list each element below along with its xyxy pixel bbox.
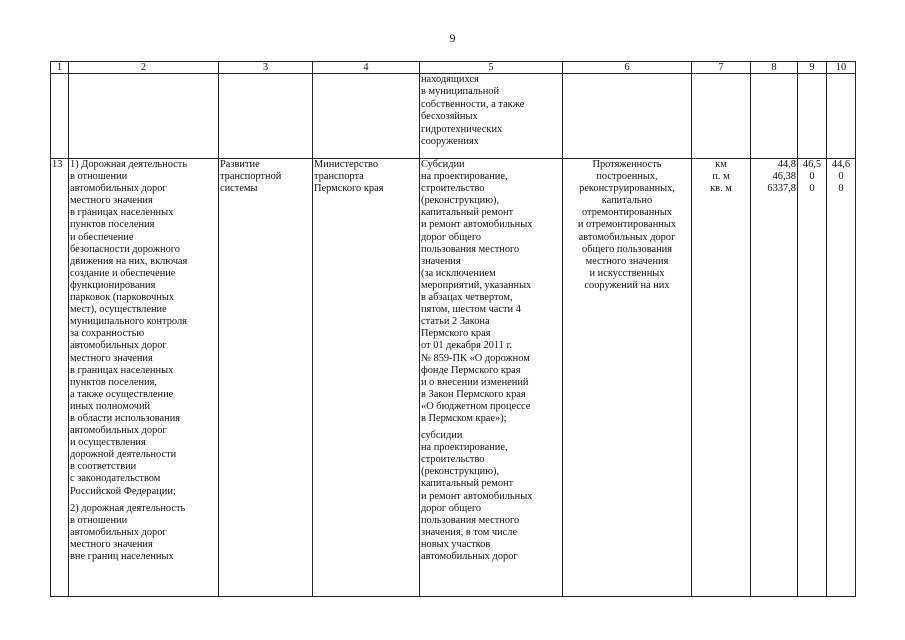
text-line: «О бюджетном процессе bbox=[421, 400, 531, 412]
text-line: создание и обеспечение bbox=[70, 267, 176, 279]
row-number-cell bbox=[51, 159, 69, 597]
text-line: местного значения bbox=[70, 538, 153, 550]
text-line: сооружениях bbox=[421, 136, 479, 148]
header-cell: 6 bbox=[563, 62, 692, 74]
text-line: и обеспечение bbox=[70, 231, 134, 243]
continued-row bbox=[51, 74, 856, 159]
text-line: бесхозяйных bbox=[421, 111, 478, 123]
text-line: 0 bbox=[809, 183, 815, 195]
text-line: отремонтированных bbox=[581, 207, 673, 219]
text-line: и осуществления bbox=[70, 437, 146, 449]
text-line: Пермского края bbox=[421, 328, 491, 340]
page-number: 9 bbox=[449, 31, 456, 45]
header-cell: 9 bbox=[798, 62, 827, 74]
text-line: в границах населенных bbox=[70, 364, 174, 376]
col9-values-cell bbox=[798, 159, 827, 597]
text-line: мест), осуществление bbox=[70, 304, 167, 316]
text-line: Российской Федерации; bbox=[70, 485, 176, 497]
text-line: безопасности дорожного bbox=[70, 243, 180, 255]
text-line: 6337,8 bbox=[767, 183, 796, 195]
text-line: общего пользования bbox=[582, 243, 672, 255]
text-line: пунктов поселения, bbox=[70, 376, 157, 388]
text-line: статьи 2 Закона bbox=[421, 316, 490, 328]
text-line: в муниципальной bbox=[421, 86, 500, 98]
header-cell: 10 bbox=[827, 62, 856, 74]
header-cell: 7 bbox=[692, 62, 751, 74]
text-line: автомобильных дорог bbox=[70, 425, 167, 437]
header-cell: 4 bbox=[313, 62, 420, 74]
col6-indicator-cell bbox=[563, 159, 692, 597]
text-line: в отношении bbox=[70, 171, 128, 183]
text-line: муниципального контроля bbox=[70, 316, 187, 328]
text-line: в области использования bbox=[70, 412, 181, 424]
text-line: Субсидии bbox=[421, 159, 465, 170]
text-line: в отношении bbox=[70, 514, 128, 526]
text-line: в Пермском крае»); bbox=[421, 412, 507, 424]
text-line: дорог общего bbox=[421, 231, 482, 243]
text-line: Развитие bbox=[220, 159, 260, 170]
text-line: транспорта bbox=[314, 171, 364, 183]
text-line: на проектирование, bbox=[421, 442, 508, 454]
text-line: и ремонт автомобильных bbox=[421, 490, 533, 502]
text-line: капитальный ремонт bbox=[421, 478, 514, 490]
text-line: от 01 декабря 2011 г. bbox=[421, 340, 513, 352]
text-line: в Закон Пермского края bbox=[421, 388, 526, 400]
text-line: пунктов поселения bbox=[70, 219, 155, 231]
text-line: собственности, а также bbox=[421, 98, 525, 110]
text-line: пользования местного bbox=[421, 514, 520, 526]
text-line: дорог общего bbox=[421, 502, 482, 514]
text-line: местного значения bbox=[70, 352, 153, 364]
table-cell bbox=[827, 74, 856, 159]
text-line: км bbox=[715, 159, 727, 170]
text-line: 0 bbox=[838, 171, 844, 183]
text-line: 46,5 bbox=[802, 159, 822, 170]
text-line: местного значения bbox=[70, 195, 153, 207]
text-line: и искусственных bbox=[589, 267, 665, 279]
text-line: за сохранностью bbox=[70, 328, 145, 340]
text-line: Министерство bbox=[314, 159, 379, 170]
document-table bbox=[50, 61, 856, 597]
header-cell: 1 bbox=[51, 62, 69, 74]
header-cell: 2 bbox=[69, 62, 219, 74]
text-line: Протяженность bbox=[592, 159, 662, 170]
text-line: 1) Дорожная деятельность bbox=[70, 159, 188, 170]
text-line: на проектирование, bbox=[421, 171, 508, 183]
table-cell bbox=[563, 74, 692, 159]
text-line: 2) дорожная деятельность bbox=[70, 502, 186, 514]
text-line: строительство bbox=[421, 454, 485, 466]
col10-values-cell bbox=[827, 159, 856, 597]
text-line: 44,8 bbox=[777, 159, 796, 170]
table-cell bbox=[69, 74, 219, 159]
text-line: пятом, шестом части 4 bbox=[421, 304, 521, 316]
text-line: дорожной деятельности bbox=[70, 449, 177, 461]
text-line: в абзацах четвертом, bbox=[421, 292, 513, 304]
table-cell bbox=[692, 74, 751, 159]
text-line: (за исключением bbox=[421, 267, 496, 279]
text-line: вне границ населенных bbox=[70, 551, 174, 562]
text-line: реконструированных, bbox=[579, 183, 675, 195]
text-line: и о внесении изменений bbox=[421, 376, 529, 388]
text-line: мероприятий, указанных bbox=[421, 279, 532, 291]
text-line: и ремонт автомобильных bbox=[421, 219, 533, 231]
text-line: иных полномочий bbox=[70, 400, 151, 412]
col5-subsidy-cell bbox=[420, 159, 563, 597]
text-line: (реконструкцию), bbox=[421, 195, 500, 207]
row-number: 13 bbox=[52, 159, 63, 170]
text-line: находящихся bbox=[421, 74, 479, 85]
col8-values-cell bbox=[751, 159, 798, 597]
text-line: в соответствии bbox=[70, 461, 137, 473]
text-line: субсидии bbox=[421, 430, 463, 442]
text-line: новых участков bbox=[421, 538, 491, 550]
text-line: и отремонтированных bbox=[577, 219, 677, 231]
table-cell bbox=[51, 74, 69, 159]
text-line: функционирования bbox=[70, 279, 156, 291]
text-line: кв. м bbox=[710, 183, 732, 195]
table-row-13 bbox=[51, 159, 856, 597]
text-line: пользования местного bbox=[421, 243, 520, 255]
col3-program-cell bbox=[219, 159, 313, 597]
text-line: значения bbox=[421, 255, 461, 267]
text-line: капитально bbox=[601, 195, 653, 207]
text-line: сооружений на них bbox=[584, 279, 670, 291]
text-line: капитальный ремонт bbox=[421, 207, 514, 219]
col7-units-cell bbox=[692, 159, 751, 597]
text-line: движения на них, включая bbox=[70, 255, 188, 267]
text-line: 0 bbox=[809, 171, 815, 183]
text-line: автомобильных дорог bbox=[421, 551, 518, 562]
text-line: (реконструкцию), bbox=[421, 466, 500, 478]
text-line: гидротехнических bbox=[421, 123, 503, 135]
table-cell bbox=[798, 74, 827, 159]
text-line: автомобильных дорог bbox=[578, 231, 676, 243]
text-line: строительство bbox=[421, 183, 485, 195]
text-line: местного значения bbox=[585, 255, 669, 267]
continued-col5-cell bbox=[420, 74, 563, 159]
table-cell bbox=[751, 74, 798, 159]
text-line: значения, в том числе bbox=[421, 526, 518, 538]
text-line: парковок (парковочных bbox=[70, 292, 175, 304]
text-line: транспортной bbox=[220, 171, 282, 183]
header-cell: 3 bbox=[219, 62, 313, 74]
text-line: с законодательством bbox=[70, 473, 161, 485]
table-cell bbox=[219, 74, 313, 159]
text-line: системы bbox=[220, 183, 258, 195]
table-cell bbox=[313, 74, 420, 159]
text-line: в границах населенных bbox=[70, 207, 174, 219]
text-line: фонде Пермского края bbox=[421, 364, 521, 376]
text-line: автомобильных дорог bbox=[70, 340, 167, 352]
text-line: Пермского края bbox=[314, 183, 384, 195]
header-cell: 8 bbox=[751, 62, 798, 74]
text-line: п. м bbox=[712, 171, 730, 183]
text-line: автомобильных дорог bbox=[70, 526, 167, 538]
header-row bbox=[51, 62, 856, 74]
text-line: построенных, bbox=[596, 171, 658, 183]
header-cell: 5 bbox=[420, 62, 563, 74]
col4-ministry-cell bbox=[313, 159, 420, 597]
text-line: 44,6 bbox=[831, 159, 851, 170]
text-line: 0 bbox=[838, 183, 844, 195]
text-line: 46,38 bbox=[772, 171, 796, 183]
text-line: а также осуществление bbox=[70, 388, 174, 400]
text-line: № 859-ПК «О дорожном bbox=[421, 352, 530, 364]
col2-activity-cell bbox=[69, 159, 219, 597]
text-line: автомобильных дорог bbox=[70, 183, 167, 195]
